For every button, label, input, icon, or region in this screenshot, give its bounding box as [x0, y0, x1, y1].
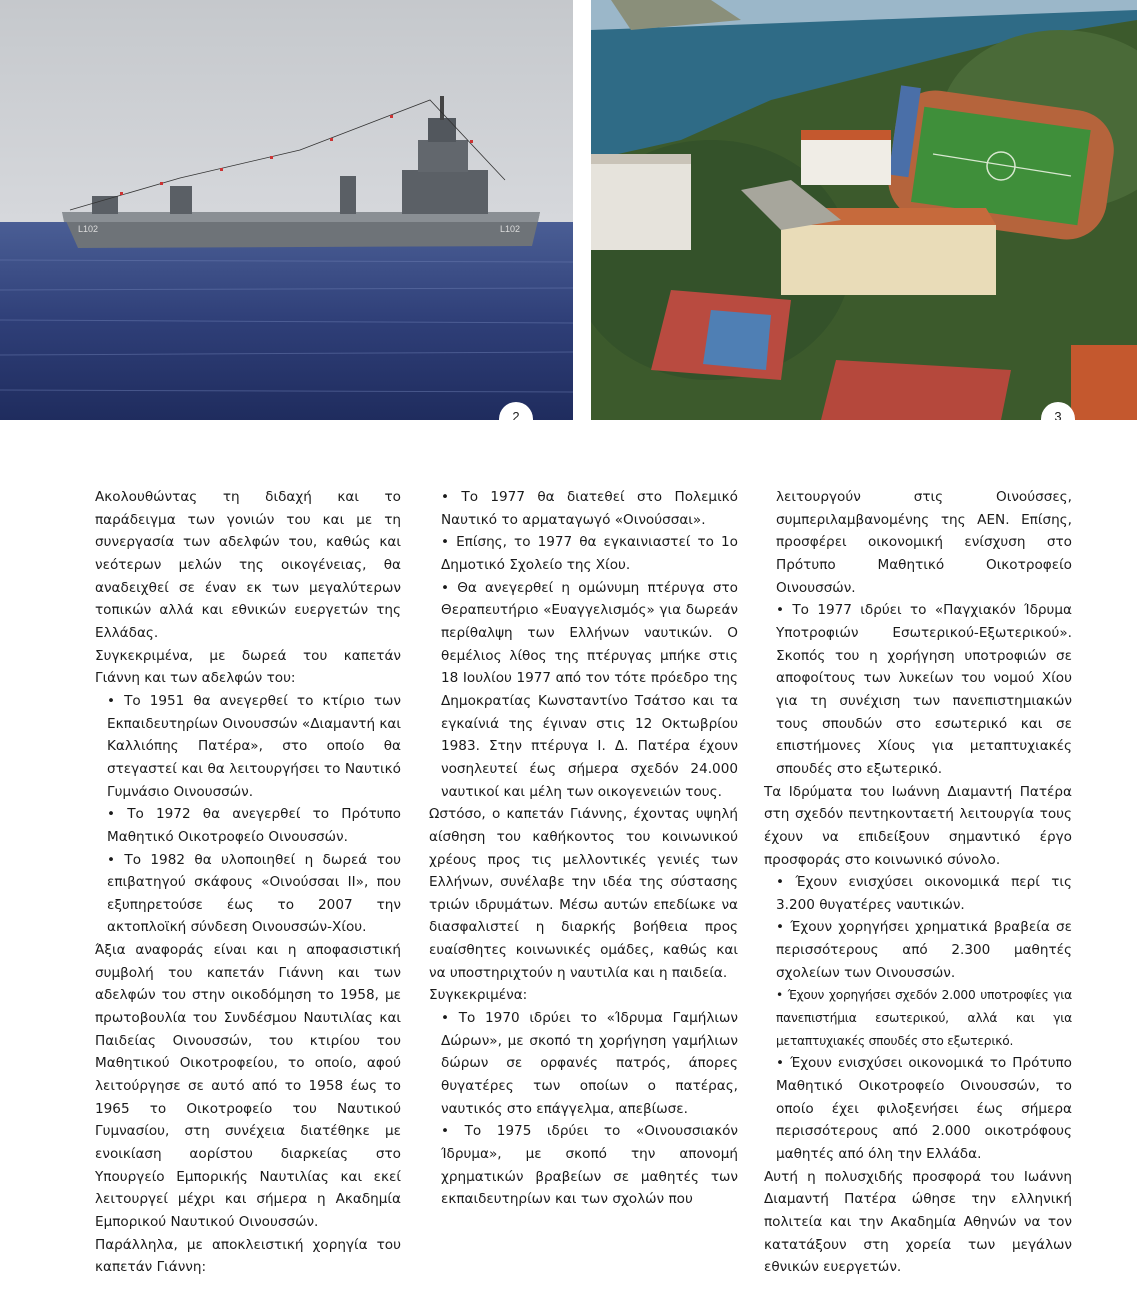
paragraph: Τα Ιδρύματα του Ιωάννη Διαμαντή Πατέρα στη σχεδόν πεντηκονταετή λειτουργία τους έχουν να επιδείξουν σημαντικό έργο προσφοράς στο κοινωνικό σύνολο. [764, 783, 1072, 868]
paragraph: Ωστόσο, ο καπετάν Γιάννης, έχοντας υψηλή αίσθηση του καθήκοντος του κοινωνικού χρέους προς τις μελλοντικές γενιές των Ελλήνων, συνέλαβε την ιδέα της σύστασης τριών ιδρυμάτων. Μέσω αυτών επεδίωκε να διασφαλιστεί η διαρκής βοήθεια προς ευαίσθητες κοινωνικές ομάδες, καθώς και να υποστηριχτούν η ναυτιλία και η παιδεία. [429, 806, 738, 981]
paragraph: Αυτή η πολυσχιδής προσφορά του Ιωάννη Διαμαντή Πατέρα ώθησε την ελληνική πολιτεία και την Ακαδημία Αθηνών να τον κατατάξουν στη χορεία των μεγάλων εθνικών ευεργετών. [764, 1168, 1072, 1276]
text-column-1 [95, 486, 401, 1279]
paragraph: Άξια αναφοράς είναι και η αποφασιστική συμβολή του καπετάν Γιάννη και των αδελφών του στην οικοδόμηση το 1958, με πρωτοβουλία του Συνδέσμου Ναυτιλίας και Παιδείας Οινουσσών, του κτιρίου του Μαθητικού Οικοτροφείου, το οποίο, αφού λειτούργησε σε αυτό από το 1958 έως το 1965 το Οικοτροφείο του Ναυτικού Γυμνασίου, στη συνέχεια διατέθηκε με ενοικίαση αορίστου διαρκείας στο Υπουργείο Εμπορικής Ναυτιλίας και εκεί λειτουργεί μέχρι και σήμερα η Ακαδημία Εμπορικού Ναυτικού Οινουσσών. [95, 942, 401, 1230]
ship-photo [0, 0, 573, 420]
bullet-item: • Το 1977 ιδρύει το «Παγχιακόν Ίδρυμα Υποτροφιών Εσωτερικού-Εξωτερικού». Σκοπός του η χορήγηση υποτροφιών σε αποφοίτους των λυκείων του νομού Χίου για τη συνέχιση των πανεπιστημιακών τους σπουδών στο εσωτερικό και σε επιστήμονες Χίους για μεταπτυχιακές σπουδές στο εξωτερικό. [764, 599, 1072, 780]
campus-aerial-photo [591, 0, 1137, 420]
bullet-item: • Το 1977 θα διατεθεί στο Πολεμικό Ναυτικό το αρματαγωγό «Οινούσσαι». [429, 486, 738, 531]
text-column-3 [764, 486, 1072, 1279]
bullet-item: • Έχουν χορηγήσει σχεδόν 2.000 υποτροφίες για πανεπιστήμια εσωτερικού, αλλά και για μεταπτυχιακές σπουδές στο εξωτερικό. [764, 984, 1072, 1052]
bullet-item: • Το 1975 ιδρύει το «Οινουσσιακόν Ίδρυμα», με σκοπό την απονομή χρηματικών βραβείων σε μαθητές των εκπαιδευτηρίων και των σχολών που [429, 1120, 738, 1211]
paragraph: Παράλληλα, με αποκλειστική χορηγία του καπετάν Γιάννη: [95, 1236, 401, 1276]
bullet-item: • Το 1972 θα ανεγερθεί το Πρότυπο Μαθητικό Οικοτροφείο Οινουσσών. [95, 803, 401, 848]
text-column-2 [429, 486, 738, 1211]
bullet-item: • Θα ανεγερθεί η ομώνυμη πτέρυγα στο Θεραπευτήριο «Ευαγγελισμός» για δωρεάν περίθαλψη των Ελλήνων ναυτικών. Ο θεμέλιος λίθος της πτέρυγας μπήκε στις 18 Ιουλίου 1977 από τον τότε πρόεδρο της Δημοκρατίας Κωνσταντίνο Τσάτσο και τα εγκαίνιά της έγιναν στις 12 Οκτωβρίου 1983. Στην πτέρυγα Ι. Δ. Πατέρα έχουν νοσηλευτεί έως σήμερα σχεδόν 24.000 ναυτικοί και μέλη των οικογενειών τους. [429, 577, 738, 804]
svg-text:L102: L102 [78, 224, 99, 234]
paragraph: Συγκεκριμένα, με δωρεά του καπετάν Γιάννη και των αδελφών του: [95, 647, 401, 687]
bullet-item: • Έχουν ενισχύσει οικονομικά το Πρότυπο Μαθητικό Οικοτροφείο Οινουσσών, το οποίο έχει φιλοξενήσει έως σήμερα περισσότερους από 2.000 οικοτρόφους μαθητές από όλη την Ελλάδα. [764, 1052, 1072, 1165]
bullet-item: • Έχουν χορηγήσει χρηματικά βραβεία σε περισσότερους από 2.300 μαθητές σχολείων των Οινουσσών. [764, 916, 1072, 984]
paragraph: Ακολουθώντας τη διδαχή και το παράδειγμα των γονιών του και με τη συνεργασία των αδελφών του, καθώς και νεότερων μελών της οικογένειας, θα αναδειχθεί σε έναν εκ των μεγαλύτερων τοπικών αλλά και εθνικών ευεργετών της Ελλάδας. [95, 489, 401, 641]
bullet-item: • Το 1982 θα υλοποιηθεί η δωρεά του επιβατηγού σκάφους «Οινούσσαι ΙΙ», που εξυπηρετούσε έως το 2007 την ακτοπλοϊκή σύνδεση Οινουσσών-Χίου. [95, 849, 401, 940]
bullet-item: • Το 1951 θα ανεγερθεί το κτίριο των Εκπαιδευτηρίων Οινουσσών «Διαμαντή και Καλλιόπης Πατέρα», στο οποίο θα στεγαστεί και θα λειτουργήσει το Ναυτικό Γυμνάσιο Οινουσσών. [95, 690, 401, 803]
bullet-item: • Το 1970 ιδρύει το «Ίδρυμα Γαμήλιων Δώρων», με σκοπό τη χορήγηση γαμήλιων δώρων σε ορφανές πατρός, άπορες θυγατέρες των οποίων ο πατέρας, ναυτικός στο επάγγελμα, απεβίωσε. [429, 1007, 738, 1120]
bullet-item: • Έχουν ενισχύσει οικονομικά περί τις 3.200 θυγατέρες ναυτικών. [764, 871, 1072, 916]
bullet-item: • Επίσης, το 1977 θα εγκαινιαστεί το 1ο Δημοτικό Σχολείο της Χίου. [429, 531, 738, 576]
aerial-campus-image [591, 0, 1137, 420]
landing-ship-image [0, 0, 573, 420]
photo-number: 3 [1041, 402, 1075, 420]
svg-text:L102: L102 [500, 224, 521, 234]
paragraph: Συγκεκριμένα: [429, 987, 528, 1004]
paragraph-continued: λειτουργούν στις Οινούσσες, συμπεριλαμβανομένης της ΑΕΝ. Επίσης, προσφέρει οικονομική ενίσχυση στο Πρότυπο Μαθητικό Οικοτροφείο Οινουσσών. [776, 489, 1072, 596]
photo-number: 2 [499, 402, 533, 420]
